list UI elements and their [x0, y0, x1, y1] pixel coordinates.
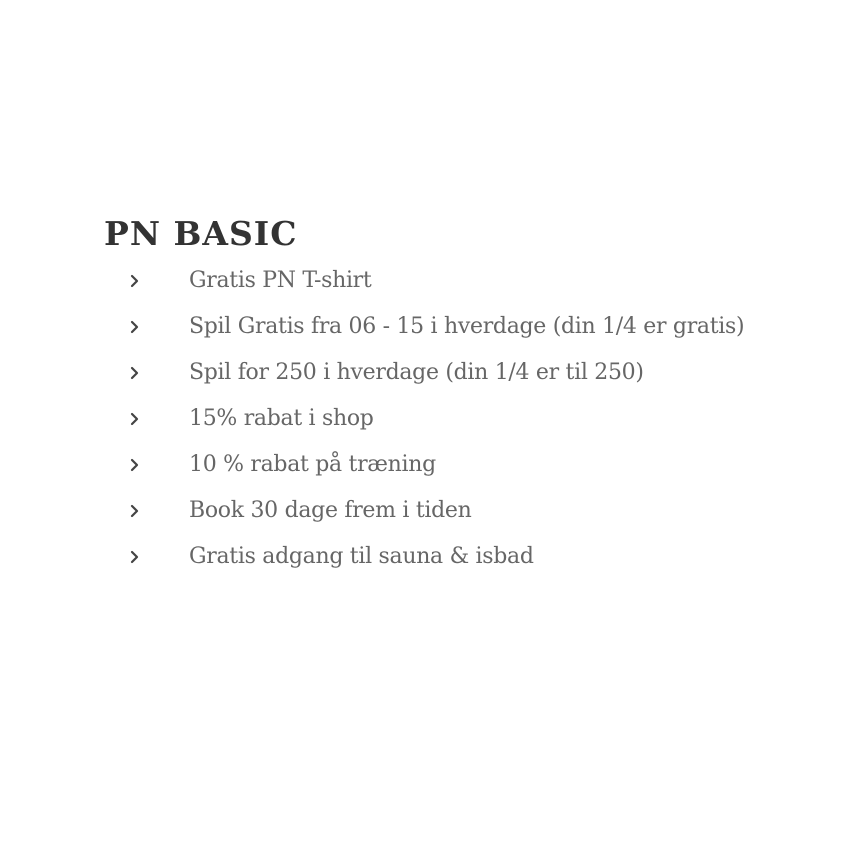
benefit-item	[104, 488, 744, 534]
membership-card	[104, 212, 744, 580]
benefit-item	[104, 534, 744, 580]
benefit-item	[104, 442, 744, 488]
benefit-list	[104, 258, 744, 580]
chevron-right-icon	[104, 412, 189, 426]
chevron-right-icon	[104, 320, 189, 334]
benefit-item	[104, 304, 744, 350]
chevron-right-icon	[104, 504, 189, 518]
benefit-label: Spil Gratis fra 06 - 15 i hverdage (din 1/4 er gratis)	[189, 314, 745, 339]
benefit-label: Spil for 250 i hverdage (din 1/4 er til 250)	[189, 360, 644, 385]
benefit-label: 10 % rabat på træning	[189, 452, 436, 477]
chevron-right-icon	[104, 550, 189, 564]
benefit-label: Gratis PN T-shirt	[189, 268, 372, 293]
chevron-right-icon	[104, 458, 189, 472]
chevron-right-icon	[104, 366, 189, 380]
chevron-right-icon	[104, 274, 189, 288]
benefit-label: 15% rabat i shop	[189, 406, 374, 431]
benefit-item	[104, 350, 744, 396]
benefit-item	[104, 396, 744, 442]
benefit-label: Book 30 dage frem i tiden	[189, 498, 472, 523]
benefit-label: Gratis adgang til sauna & isbad	[189, 544, 534, 569]
benefit-item	[104, 258, 744, 304]
membership-title: PN BASIC	[104, 214, 298, 253]
